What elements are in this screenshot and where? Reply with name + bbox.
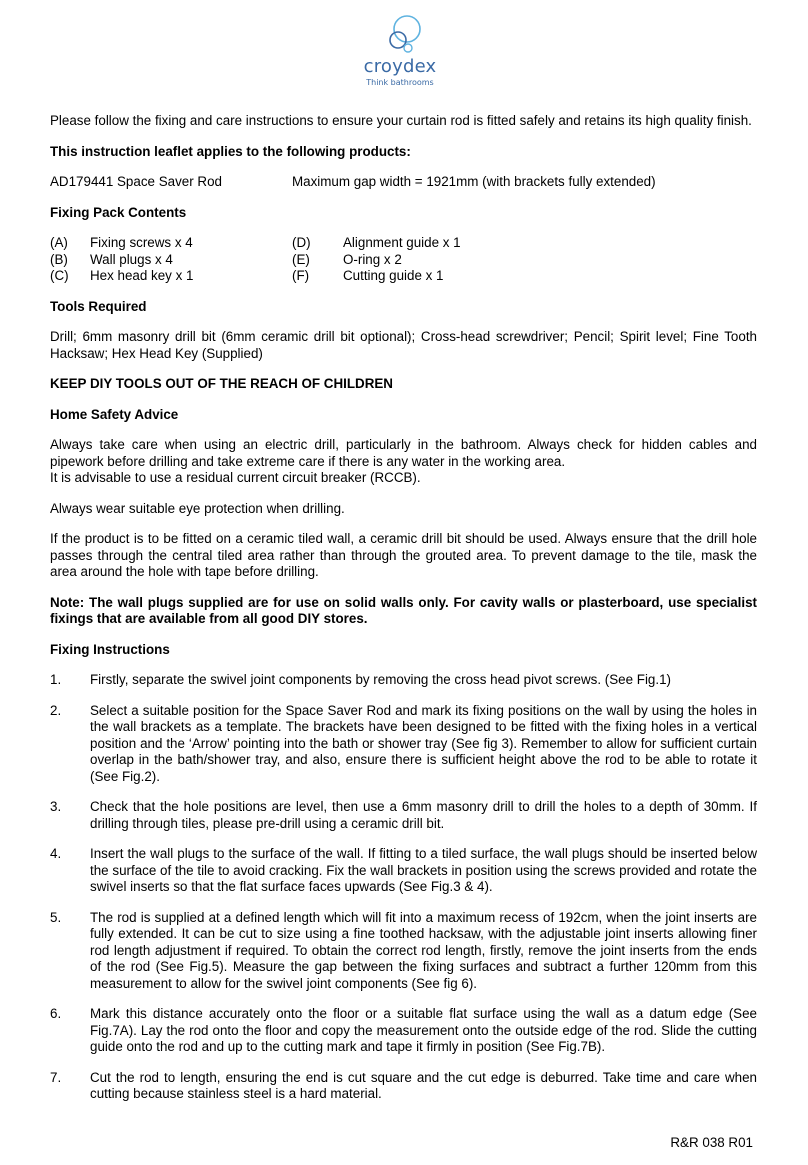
pack-item: Cutting guide x 1 xyxy=(343,268,444,283)
step-text: Cut the rod to length, ensuring the end is cut square and the cut edge is deburred. Take time and care when cutting because stainless steel is a hard material. xyxy=(90,1069,757,1101)
step-item xyxy=(50,1070,757,1103)
wall-plug-note: Note: The wall plugs supplied are for use on solid walls only. For cavity walls or plasterboard, use specialist fixings that are available from all good DIY stores. xyxy=(50,594,757,626)
step-item xyxy=(50,846,757,896)
applies-heading: This instruction leaflet applies to the following products: xyxy=(50,143,411,159)
eye-protection-text: Always wear suitable eye protection when drilling. xyxy=(50,500,345,516)
fixing-pack-list xyxy=(50,235,757,285)
brand-name: croydex xyxy=(363,56,437,77)
instruction-steps xyxy=(50,672,757,1103)
tools-text: Drill; 6mm masonry drill bit (6mm ceramic drill bit optional); Cross-head screwdriver; Pencil; Spirit level; Fine Tooth Hacksaw; Hex Head Key (Supplied) xyxy=(50,329,757,361)
pack-letter: (A) xyxy=(50,235,68,250)
pack-item: Alignment guide x 1 xyxy=(343,235,461,250)
fixing-pack-heading: Fixing Pack Contents xyxy=(50,204,187,220)
bubbles-icon xyxy=(374,14,430,56)
safety-heading: Home Safety Advice xyxy=(50,406,179,422)
safety-text: It is advisable to use a residual current circuit breaker (RCCB). xyxy=(50,470,421,485)
intro-paragraph: Please follow the fixing and care instructions to ensure your curtain rod is fitted safely and retains its high quality finish. xyxy=(50,113,752,128)
step-item xyxy=(50,910,757,993)
step-text: Check that the hole positions are level, then use a 6mm masonry drill to drill the holes to a depth of 30mm. If drilling through tiles, please pre-drill using a ceramic drill bit. xyxy=(90,799,757,831)
pack-item: Fixing screws x 4 xyxy=(90,235,193,250)
document-reference: R&R 038 R01 xyxy=(670,1135,753,1150)
tile-advice-text: If the product is to be fitted on a ceramic tiled wall, a ceramic drill bit should be used. Always ensure that the drill hole passes through the central tiled area rather than through the grouted area. To prevent damage to the tile, mask the area around the hole with tape before drilling. xyxy=(50,531,757,579)
step-number: 5. xyxy=(50,909,62,925)
pack-row xyxy=(50,252,757,269)
safety-paragraph xyxy=(50,437,757,487)
step-item xyxy=(50,799,757,832)
step-number: 7. xyxy=(50,1069,62,1085)
child-safety-warning: KEEP DIY TOOLS OUT OF THE REACH OF CHILDREN xyxy=(50,376,393,391)
step-number: 1. xyxy=(50,672,62,687)
pack-letter: (F) xyxy=(292,268,310,283)
step-item xyxy=(50,1006,757,1056)
pack-row xyxy=(50,235,757,252)
pack-letter: (C) xyxy=(50,268,69,283)
pack-item: Hex head key x 1 xyxy=(90,268,194,283)
step-number: 6. xyxy=(50,1006,62,1021)
pack-letter: (E) xyxy=(292,251,310,267)
pack-letter: (D) xyxy=(292,235,311,250)
product-row xyxy=(50,174,757,191)
pack-item: Wall plugs x 4 xyxy=(90,251,173,267)
pack-item: O-ring x 2 xyxy=(343,251,402,267)
step-text: Insert the wall plugs to the surface of the wall. If fitting to a tiled surface, the wall plugs should be inserted below the surface of the tile to avoid cracking. Fix the wall brackets in position using the screws provided and rotate the swivel inserts so that the flat surface faces upwards (See Fig.3 & 4). xyxy=(90,846,757,894)
step-number: 2. xyxy=(50,702,62,718)
document-body xyxy=(50,113,757,1117)
step-text: Select a suitable position for the Space Saver Rod and mark its fixing positions on the wall by using the holes in the wall brackets as a template. The brackets have been designed to be fitted with the fixing holes in a vertical position and the ‘Arrow’ pointing into the bath or shower tray (See fig 3). Remember to allow for sufficient curtain overlap in the bath/shower tray, and also, ensure there is sufficient height above the rod to be able to rotate it (See Fig.2). xyxy=(90,702,757,784)
product-name: AD179441 Space Saver Rod xyxy=(50,174,222,189)
croydex-logo xyxy=(360,14,440,86)
instructions-heading: Fixing Instructions xyxy=(50,641,170,657)
safety-text: Always take care when using an electric drill, particularly in the bathroom. Always check for hidden cables and pipework before drilling and take extreme care if there is any water in the working area. xyxy=(50,437,757,469)
step-text: The rod is supplied at a defined length which will fit into a maximum recess of 192cm, when the joint inserts are fully extended. It can be cut to size using a fine toothed hacksaw, with the adjustable joint inserts allowing finer rod length adjustment if required. To obtain the correct rod length, firstly, remove the joint inserts from the ends of the rod (See Fig.5). Measure the gap between the fixing surfaces and subtract a further 120mm from this measurement to allow for the swivel joint components (See fig 6). xyxy=(90,909,757,991)
pack-row xyxy=(50,268,757,285)
step-number: 3. xyxy=(50,799,62,814)
product-gap: Maximum gap width = 1921mm (with brackets fully extended) xyxy=(292,174,656,189)
step-number: 4. xyxy=(50,846,62,861)
step-item xyxy=(50,703,757,786)
brand-tagline: Think bathrooms xyxy=(366,78,434,87)
step-text: Firstly, separate the swivel joint components by removing the cross head pivot screws. (See Fig.1) xyxy=(90,672,672,687)
step-item xyxy=(50,672,757,689)
step-text: Mark this distance accurately onto the floor or a suitable flat surface using the wall as a datum edge (See Fig.7A). Lay the rod onto the floor and copy the measurement onto the outside edge of the rod. Slide the cutting guide onto the rod and up to the cutting mark and tape it firmly in position (See Fig.7B). xyxy=(90,1006,757,1054)
pack-letter: (B) xyxy=(50,251,68,267)
tools-heading: Tools Required xyxy=(50,298,147,314)
